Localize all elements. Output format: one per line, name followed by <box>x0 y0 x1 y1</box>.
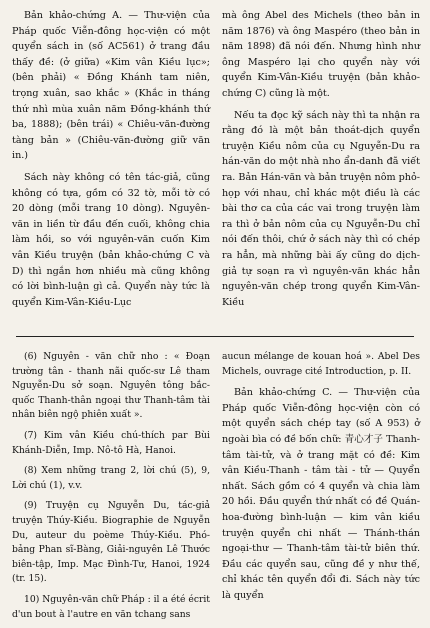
footnotes-column <box>12 350 210 628</box>
section-divider <box>16 336 414 337</box>
footnote-8: (8) Xem những trang 2, lời chú (5), 9, Lời chú (1), v.v. <box>12 465 210 491</box>
paragraph-abel-des-michels: mà ông Abel des Michels (theo bản in năm 1876) và ông Maspéro (theo bản in năm 1898) đã nói đến. Nhưng hình như ông Maspéro lại cho quyển này với quyển Kim-Vân-Kiều truyện (bản khảo-chứng C) cũng là một. <box>222 10 420 99</box>
main-text-right-column <box>222 8 420 316</box>
paragraph-khao-chung-c: Bản khảo-chứng C. — Thư-viện của Pháp quốc Viễn-đông học-viện còn có một quyển sách chép tay (số A 953) ở ngoài bìa có đề bốn chữ: 青心才子 Thanh-tâm tài-tử, và ở trang mặt có đề: Kim vân Kiều-Thanh - tâm tài - tử — Quyển nhất. Sách gồm có 4 quyển và chia làm 20 hồi. Đầu quyển thứ nhất có đề Quán-hoa-đường bình-luận — kim vân kiều truyện quyển chi nhất — Thánh-thán ngoại-thư — Thanh-tâm tài-tử biên thứ. Đầu các quyển sau, cũng đề y như thế, chỉ khác tên quyển đổi đi. Sách này tức là quyển <box>222 387 420 601</box>
main-text-left-column <box>12 8 210 316</box>
footnote-9: (9) Truyện cụ Nguyễn Du, tác-giả truyện Thúy-Kiều. Biographie de Nguyễn Du, auteur du poème Thúy-Kiều. Phó-bảng Phan sĩ-Bàng, Giải-nguyên Lê Thước biên-tập, Imp. Mạc Đình-Tư, Hanoi, 1924 (tr. 15). <box>12 500 210 585</box>
footnote-10: 10) Nguyên-văn chữ Pháp : il a été écrit d'un bout à l'autre en văn tchang sans <box>12 593 210 620</box>
footnote-6: (6) Nguyên - văn chữ nho : « Đoạn trường tân - thanh nãi quốc-sư Lê tham Nguyễn-Du sở soạn. Nguyên tông bắc-quốc Thanh-thân ngoại thư Thanh-tâm tài nhân biên ngộ phiên xuất ». <box>12 351 210 421</box>
paragraph-neu-ta-doc: Nếu ta đọc kỹ sách này thì ta nhận ra rằng đó là một bản thoát-dịch quyển truyện Kiều nôm của cụ Nguyễn-Du ra hán-văn do một nhà nho ẩn-danh đã viết ra. Bản Hán-văn và bản truyện nôm phỏ-họp với nhau, chỉ khác một điều là các bài thơ ca của các vai trong truyện làm ra thì ở bản nôm của cụ Nguyễn-Du chỉ nói đến thôi, chứ ở sách này thì có chép ra hẳn, mà những bài ấy cũng do dịch-giả tự soạn ra vì nguyên-văn khác hẳn nguyên-văn chép trong quyển Kim-Vân-Kiều <box>222 109 420 308</box>
footnote-7: (7) Kim vân Kiều chú-thích par Bùi Khánh-Diễn, Imp. Nô-tô Hà, Hanoi. <box>12 429 210 456</box>
paragraph-khao-chung-a: Bản khảo-chứng A. — Thư-viện của Pháp quốc Viễn-đông học-viện có một quyển sách in (số AC561) ở trang đầu thấy đề: (ở giữa) «Kim vân Kiều lục»; (bên phải) « Đồng Khánh tam niên, trọng xuân, sao khắc » (Khắc in tháng thứ nhì mùa xuân năm Đồng-khánh thứ ba, 1888); (bên trái) « Chiêu-văn-đường tàng bản » (Chiêu-văn-đường giữ văn in.) <box>12 10 210 162</box>
paragraph-sach-nay: Sách này không có tên tác-giả, cũng không có tựa, gồm có 32 tờ, mỗi tờ có 20 dòng (mỗi trang 10 dòng). Nguyên-văn in liền từ đầu đến cuối, không chia làm hồi, so với nguyên-văn cuốn Kim vân Kiều truyện (bản khảo-chứng C và D) thì ngắn hơn nhiều mà cũng không có lời bình-luận gì cả. Quyển này tức là quyển Kim-Vân-Kiều-Lục <box>12 171 210 308</box>
footnote-10-continued: aucun mélange de kouan hoá ». Abel Des Michels, ouvrage cité Introduction, p. II. <box>222 351 420 377</box>
continuation-column <box>222 350 420 610</box>
